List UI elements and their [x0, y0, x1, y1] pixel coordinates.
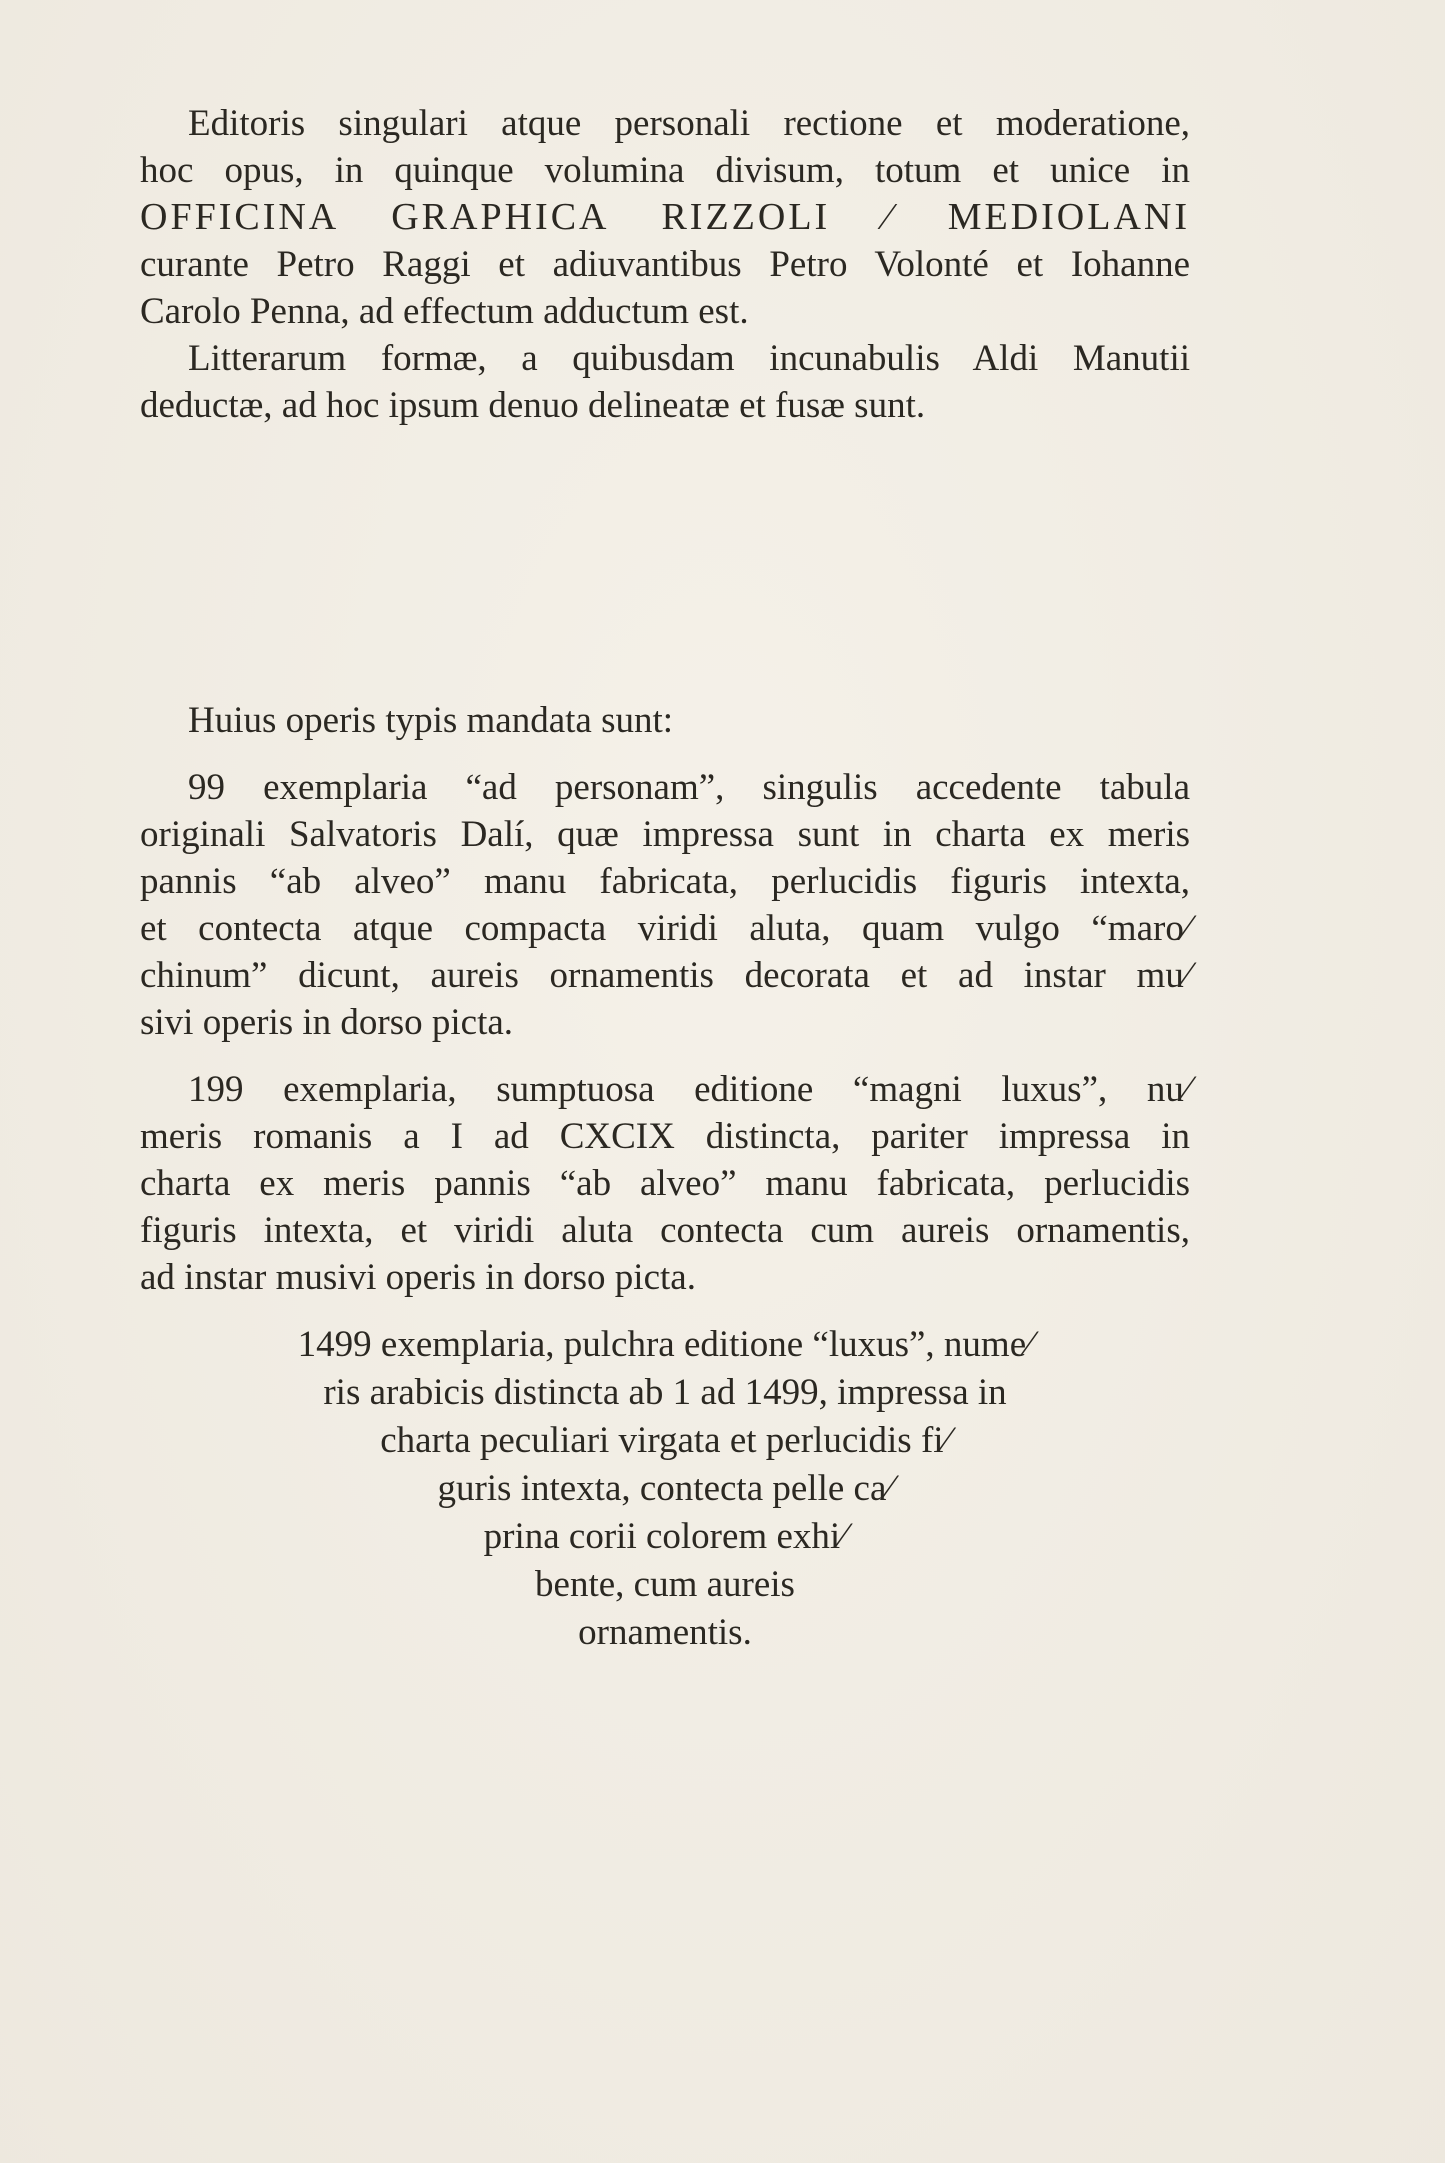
section-heading: [140, 697, 1190, 744]
text-line: figuris intexta, et viridi aluta contecta cum aureis ornamentis,: [140, 1210, 1190, 1251]
text-line: ornamentis.: [578, 1612, 752, 1653]
text-line: guris intexta, contecta pelle ca⁄: [437, 1468, 893, 1509]
text-line: charta peculiari virgata et perlucidis fi⁄: [380, 1420, 950, 1461]
text-line: sivi operis in dorso picta.: [140, 1002, 514, 1043]
paragraph-edition-99: [140, 764, 1190, 1046]
heading-line: Huius operis typis mandata sunt:: [188, 700, 674, 741]
text-line: ris arabicis distincta ab 1 ad 1499, impressa in: [323, 1372, 1007, 1413]
paragraph-type-note: [140, 335, 1190, 429]
paragraph-intro: [140, 100, 1190, 335]
paragraph-edition-199: [140, 1066, 1190, 1301]
text-line: originali Salvatoris Dalí, quæ impressa sunt in charta ex meris: [140, 814, 1190, 855]
text-line: Carolo Penna, ad effectum adductum est.: [140, 291, 749, 332]
text-line: 199 exemplaria, sumptuosa editione “magni luxus”, nu⁄: [188, 1069, 1190, 1110]
text-line: pannis “ab alveo” manu fabricata, perlucidis figuris intexta,: [140, 861, 1190, 902]
text-line: curante Petro Raggi et adiuvantibus Petro Volonté et Iohanne: [140, 244, 1190, 285]
text-line: hoc opus, in quinque volumina divisum, totum et unice in: [140, 150, 1190, 191]
text-line: charta ex meris pannis “ab alveo” manu fabricata, perlucidis: [140, 1163, 1190, 1204]
text-line: ad instar musivi operis in dorso picta.: [140, 1257, 696, 1298]
text-line: meris romanis a I ad CXCIX distincta, pariter impressa in: [140, 1116, 1190, 1157]
text-line: prina corii colorem exhi⁄: [483, 1516, 847, 1557]
text-line: Litterarum formæ, a quibusdam incunabulis Aldi Manutii: [188, 338, 1190, 379]
text-line: 99 exemplaria “ad personam”, singulis accedente tabula: [188, 767, 1190, 808]
paragraph-edition-1499: [140, 1321, 1190, 1657]
text-line: 1499 exemplaria, pulchra editione “luxus”, nume⁄: [297, 1324, 1033, 1365]
text-line: Editoris singulari atque personali rectione et moderatione,: [188, 103, 1190, 144]
text-line: chinum” dicunt, aureis ornamentis decorata et ad instar mu⁄: [140, 955, 1190, 996]
text-line: bente, cum aureis: [535, 1564, 795, 1605]
text-line: deductæ, ad hoc ipsum denuo delineatæ et fusæ sunt.: [140, 385, 926, 426]
text-line-officina-caps: OFFICINA GRAPHICA RIZZOLI ⁄ MEDIOLANI: [140, 196, 1190, 238]
text-line: et contecta atque compacta viridi aluta, quam vulgo “maro⁄: [140, 908, 1190, 949]
